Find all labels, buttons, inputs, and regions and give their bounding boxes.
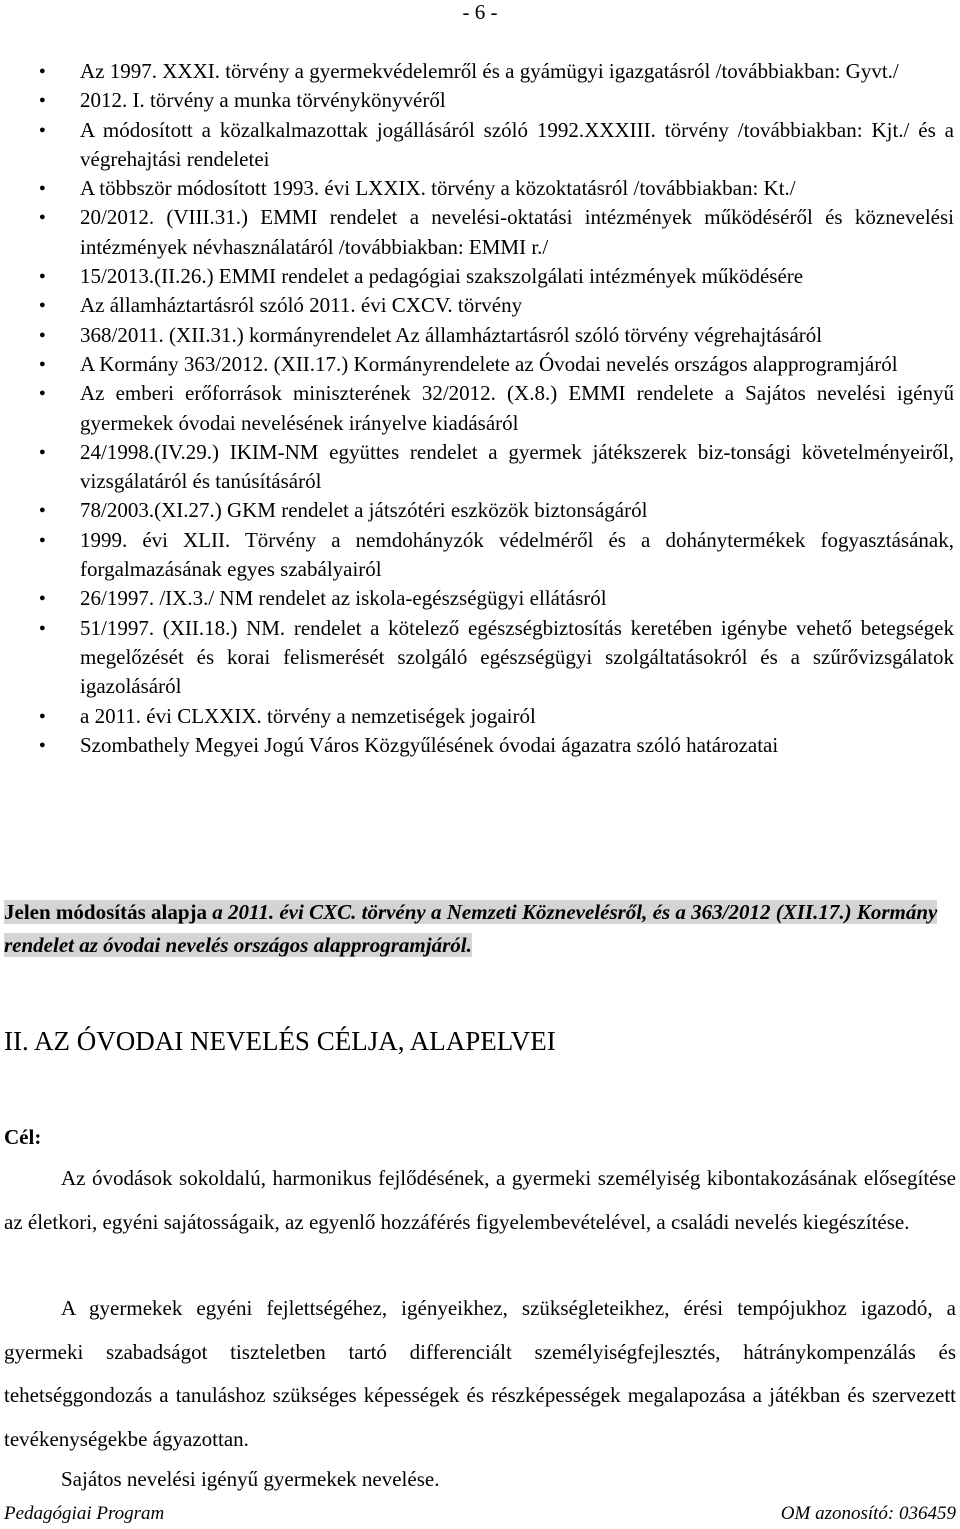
- list-item: ● A módosított a közalkalmazottak jogállásáról szóló 1992.XXXIII. törvény /továbbiakban: Kjt./ és a végrehajtási rendeletei: [0, 116, 960, 175]
- footer-om-id: OM azonosító: 036459: [780, 1503, 956, 1524]
- list-item: ● A többször módosított 1993. évi LXXIX. törvény a közoktatásról /továbbiakban: Kt./: [0, 174, 960, 203]
- goal-paragraph: Sajátos nevelési igényű gyermekek nevelése.: [61, 1467, 440, 1491]
- page-footer: [4, 1501, 956, 1527]
- list-item: ● Az emberi erőforrások miniszterének 32/2012. (X.8.) EMMI rendelete a Sajátos nevelési igényű gyermekek óvodai nevelésének irányelve kiadásáról: [0, 379, 960, 438]
- section-heading: II. AZ ÓVODAI NEVELÉS CÉLJA, ALAPELVEI: [4, 1026, 556, 1056]
- list-item: ● Szombathely Megyei Jogú Város Közgyűlésének óvodai ágazatra szóló határozatai: [0, 731, 960, 760]
- list-item: ● a 2011. évi CLXXIX. törvény a nemzetiségek jogairól: [0, 702, 960, 731]
- list-item: ● 2012. I. törvény a munka törvénykönyvéről: [0, 86, 960, 115]
- list-item: ● Az 1997. XXXI. törvény a gyermekvédelemről és a gyámügyi igazgatásról /továbbiakban: Gyvt./: [0, 57, 960, 86]
- list-item: ● Az államháztartásról szóló 2011. évi CXCV. törvény: [0, 291, 960, 320]
- list-item: ● 15/2013.(II.26.) EMMI rendelet a pedagógiai szakszolgálati intézmények működésére: [0, 262, 960, 291]
- goal-paragraph: Az óvodások sokoldalú, harmonikus fejlődésének, a gyermeki személyiség kibontakozásának elősegítése az életkori, egyéni sajátosságaik, az egyenlő hozzáférés figyelembevételével, a családi nevelés kiegészítése.: [4, 1166, 956, 1234]
- legal-basis-lead: Jelen módosítás alapja: [4, 900, 213, 924]
- footer-program-name: Pedagógiai Program: [4, 1503, 165, 1524]
- list-item: ● 26/1997. /IX.3./ NM rendelet az iskola-egészségügyi ellátásról: [0, 584, 960, 613]
- legal-basis-note: [4, 896, 956, 962]
- list-item: ● 20/2012. (VIII.31.) EMMI rendelet a nevelési-oktatási intézmények működéséről és köznevelési intézmények névhasználatáról /továbbiakban: EMMI r./: [0, 203, 960, 262]
- list-item: ● A Kormány 363/2012. (XII.17.) Kormányrendelete az Óvodai nevelés országos alapprogramjáról: [0, 350, 960, 379]
- list-item: ● 24/1998.(IV.29.) IKIM-NM együttes rendelet a gyermek játékszerek biz-tonsági követelményeiről, vizsgálatáról és tanúsításáról: [0, 438, 960, 497]
- list-item: ● 51/1997. (XII.18.) NM. rendelet a kötelező egészségbiztosítás keretében igénybe vehető betegségek megelőzését és korai felismerését szolgáló egészségügyi szolgáltatásokról és a szűrővizsgálatok igazolásáról: [0, 614, 960, 702]
- goal-paragraph: A gyermekek egyéni fejlettségéhez, igényeikhez, szükségleteikhez, érési tempójukhoz igazodó, a gyermeki szabadságot tiszteletben tartó differenciált személyiségfejlesztés, hátránykompenzálás és tehetséggondozás a tanuláshoz szükséges képességek és részképességek megalapozása a játékban és szervezett tevékenységekbe ágyazottan.: [4, 1296, 956, 1451]
- list-item: ● 78/2003.(XI.27.) GKM rendelet a játszótéri eszközök biztonságáról: [0, 496, 960, 525]
- goal-label: Cél:: [4, 1125, 42, 1149]
- legal-basis-text: a 2011. évi CXC. törvény a Nemzeti Köznevelésről, és a 363/2012 (XII.17.) Kormány rendelet az óvodai nevelés országos alapprogramjáról.: [4, 900, 938, 957]
- list-item: ● 368/2011. (XII.31.) kormányrendelet Az államháztartásról szóló törvény végrehajtásáról: [0, 321, 960, 350]
- law-list: [0, 57, 960, 760]
- page-number: - 6 -: [462, 0, 498, 24]
- list-item: ● 1999. évi XLII. Törvény a nemdohányzók védelméről és a dohánytermékek fogyasztásának, forgalmazásának egyes szabályairól: [0, 526, 960, 585]
